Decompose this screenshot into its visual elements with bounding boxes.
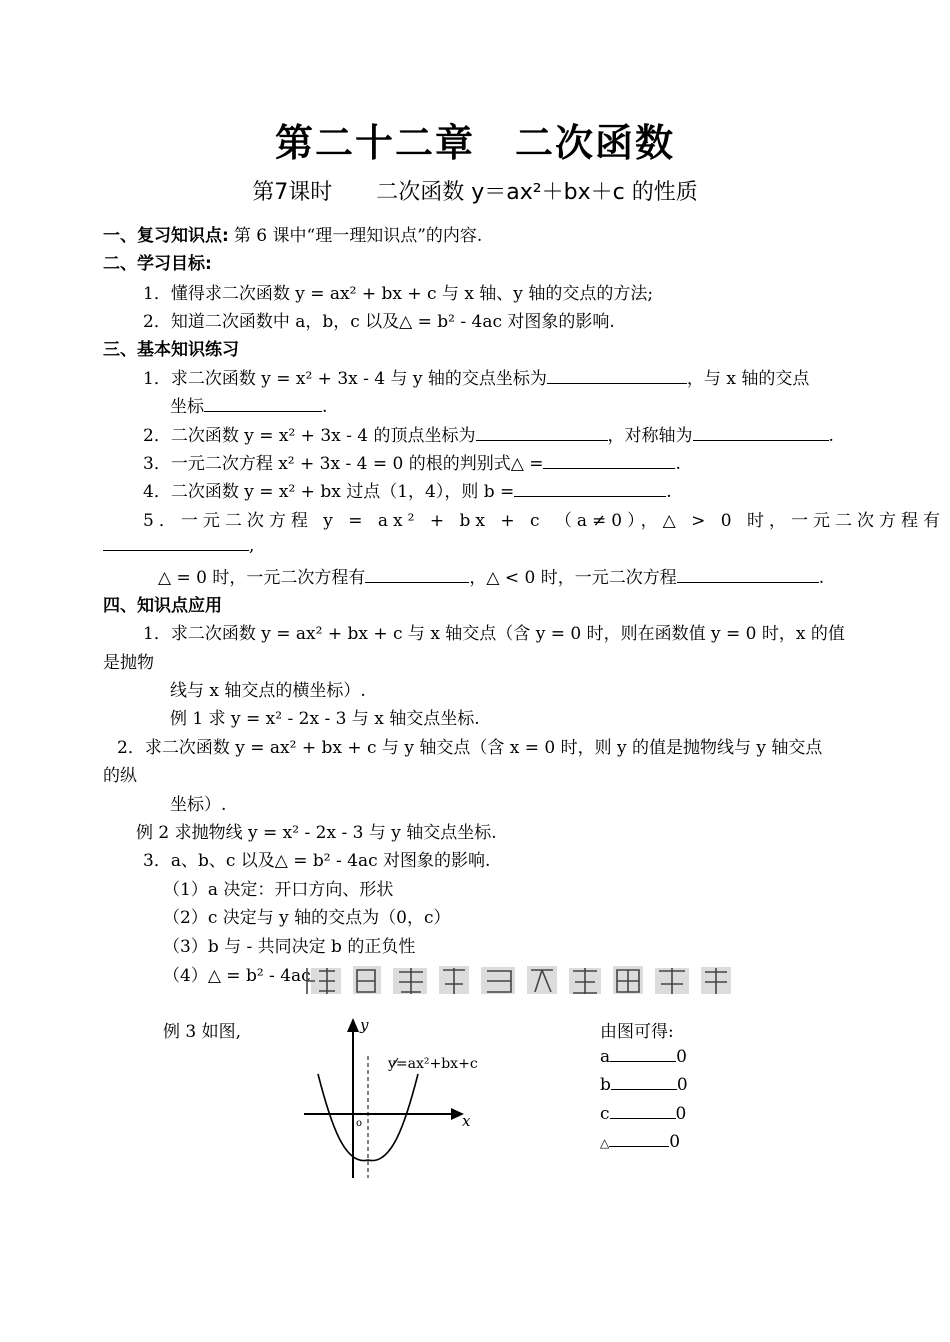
- goal-item-2: 2．知道二次函数中 a，b，c 以及△ = b² - 4ac 对图象的影响.: [143, 312, 615, 332]
- y-axis-label: y: [360, 1016, 369, 1034]
- result-val: 0: [675, 1104, 687, 1124]
- result-var: b: [600, 1075, 611, 1095]
- answer-blank[interactable]: [543, 452, 675, 469]
- result-row: [600, 1073, 688, 1095]
- application-p2-line1: 2．求二次函数 y = ax² + bx + c 与 y 轴交点（含 x = 0 时，则 y 的值是抛物线与 y 轴交点: [117, 738, 823, 758]
- section-application-heading: 四、知识点应用: [103, 596, 222, 616]
- section-practice-heading: 三、基本知识练习: [103, 340, 239, 360]
- example-3: 例 3 如图,: [163, 1022, 242, 1042]
- answer-blank[interactable]: [365, 566, 469, 583]
- practice-q2-text-b: ，对称轴为: [607, 426, 693, 446]
- lesson-subtitle: 第7课时 二次函数 y＝ax²＋bx＋c 的性质: [252, 180, 698, 205]
- answer-blank[interactable]: [610, 1102, 676, 1119]
- result-row: [600, 1045, 687, 1067]
- goal-item-1: 1．懂得求二次函数 y = ax² + bx + c 与 x 轴、y 轴的交点的方法;: [143, 284, 654, 304]
- section-review: [103, 221, 482, 246]
- result-val: 0: [676, 1075, 688, 1095]
- practice-q4: 4．二次函数 y = x² + bx 过点（1，4），则 b = .: [143, 482, 672, 502]
- answer-blank[interactable]: [693, 424, 829, 441]
- parabola-graph: [296, 1010, 500, 1182]
- application-p1-line2: 是抛物: [103, 653, 154, 673]
- result-var: △: [600, 1136, 610, 1150]
- practice-q2-text: 2．二次函数 y = x² + 3x - 4 的顶点坐标为: [143, 426, 476, 446]
- example-2: 例 2 求抛物线 y = x² - 2x - 3 与 y 轴交点坐标.: [136, 823, 497, 843]
- scan-noise-strip: [305, 962, 765, 1000]
- factor-b: （3）b 与 - 共同决定 b 的正负性: [163, 937, 416, 957]
- answer-blank[interactable]: [610, 1045, 676, 1062]
- answer-blank[interactable]: [611, 1073, 677, 1090]
- practice-q5-text-c: ，△ < 0 时，一元二次方程: [469, 568, 677, 588]
- practice-q1-line2: 坐标 .: [170, 397, 328, 417]
- result-var: a: [600, 1047, 611, 1067]
- practice-q1-line1: [143, 364, 809, 389]
- practice-q3: 3．一元二次方程 x² + 3x - 4 = 0 的根的判别式△ = .: [143, 454, 681, 474]
- result-row: [600, 1130, 680, 1152]
- result-var: c: [600, 1104, 610, 1124]
- factor-a: （1）a 决定：开口方向、形状: [163, 880, 394, 900]
- practice-q1-text-b: ，与 x 轴的交点: [686, 369, 810, 389]
- factor-c: （2）c 决定与 y 轴的交点为（0，c）: [163, 908, 451, 928]
- practice-q2: 2．二次函数 y = x² + 3x - 4 的顶点坐标为 ，对称轴为 .: [143, 426, 834, 446]
- practice-q5-line2: ,: [103, 534, 254, 556]
- factor-discriminant: （4）△ = b² - 4ac: [163, 966, 311, 986]
- section-goals-heading: 二、学习目标:: [103, 254, 212, 274]
- answer-blank[interactable]: [547, 367, 687, 384]
- practice-q5-line3: △ = 0 时，一元二次方程有 ，△ < 0 时，一元二次方程 .: [158, 568, 825, 588]
- practice-q5-text: 5．一元二次方程 y = ax² + bx + c （a≠0），△ > 0 时，一元二次方程有: [143, 511, 945, 531]
- result-heading: 由图可得:: [600, 1022, 674, 1042]
- section-review-text: 第 6 课中“理一理知识点”的内容.: [233, 226, 483, 246]
- x-axis-label: x: [462, 1112, 471, 1130]
- application-p1-line1: 1．求二次函数 y = ax² + bx + c 与 x 轴交点（含 y = 0 时，则在函数值 y = 0 时，x 的值: [143, 624, 845, 644]
- result-row: [600, 1102, 686, 1124]
- practice-q5-text-b: △ = 0 时，一元二次方程有: [158, 568, 366, 588]
- practice-q1-text-c: 坐标: [170, 397, 204, 417]
- application-p1-line3: 线与 x 轴交点的横坐标）.: [170, 681, 366, 701]
- answer-blank[interactable]: [609, 1130, 669, 1147]
- page-title: 第二十二章 二次函数: [274, 121, 675, 165]
- practice-q3-text: 3．一元二次方程 x² + 3x - 4 = 0 的根的判别式△ =: [143, 454, 544, 474]
- practice-q4-text: 4．二次函数 y = x² + bx 过点（1，4），则 b =: [143, 482, 515, 502]
- answer-blank[interactable]: [514, 480, 666, 497]
- origin-label: o: [356, 1118, 363, 1129]
- application-p2-line2: 的纵: [103, 766, 137, 786]
- result-val: 0: [676, 1047, 687, 1067]
- practice-q1-text: 1．求二次函数 y = x² + 3x - 4 与 y 轴的交点坐标为: [143, 369, 547, 389]
- example-1: 例 1 求 y = x² - 2x - 3 与 x 轴交点坐标.: [170, 709, 480, 729]
- result-val: 0: [669, 1132, 681, 1152]
- answer-blank[interactable]: [476, 424, 608, 441]
- answer-blank[interactable]: [204, 395, 322, 412]
- application-p2-line3: 坐标）.: [170, 795, 227, 815]
- answer-blank[interactable]: [677, 566, 819, 583]
- curve-label: y=ax²+bx+c: [388, 1056, 478, 1072]
- answer-blank[interactable]: [103, 534, 249, 551]
- application-p3: 3．a、b、c 以及△ = b² - 4ac 对图象的影响.: [143, 851, 491, 871]
- section-review-heading: 一、复习知识点:: [103, 226, 229, 246]
